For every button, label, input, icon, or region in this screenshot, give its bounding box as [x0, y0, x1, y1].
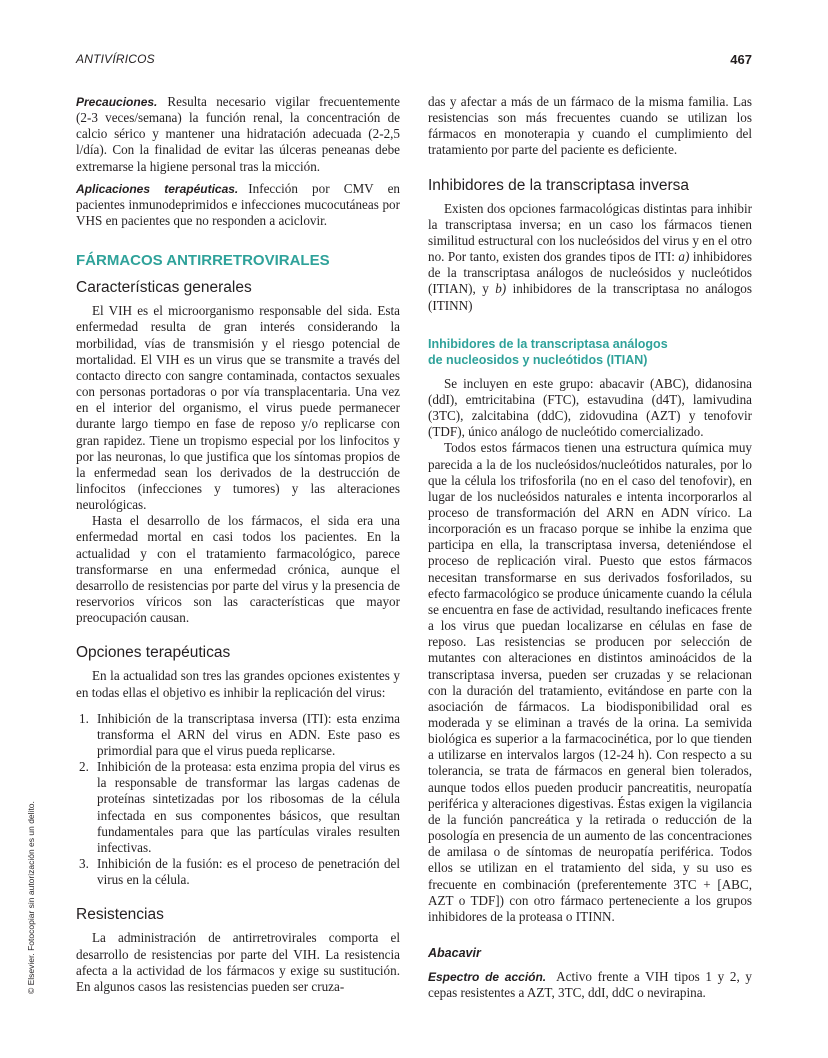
precautions-label: Precauciones. [76, 95, 158, 109]
options-heading: Opciones terapéuticas [76, 644, 231, 662]
resistances-heading: Resistencias [76, 906, 164, 924]
itian-heading-line-1: Inhibidores de la transcriptasa análogos [428, 336, 668, 351]
list-item-text: Inhibición de la fusión: es el proceso de penetración del virus en la célula. [97, 856, 400, 888]
running-header [76, 52, 752, 70]
options-list-item [76, 759, 400, 856]
itian-heading [428, 336, 752, 368]
rt-text-end: inhibidores de la transcriptasa no análogos (ITINN) [428, 281, 752, 313]
marker-a: a) [678, 249, 690, 265]
general-paragraph-2: Hasta el desarrollo de los fármacos, el sida era una enfermedad mortal en casi todos los pacientes. En la actualidad y con el tratamiento farmacológico, parece transformarse en una enfermedad crónica, aunque el desarrollo de resistencias por parte del virus y la presencia de reservorios víricos son las características que mayor preocupación causan. [76, 513, 400, 626]
applications-paragraph [76, 181, 400, 229]
list-number: 3. [79, 856, 89, 872]
itian-heading-line-2: de nucleosidos y nucleótidos (ITIAN) [428, 352, 648, 367]
rt-text-mid: inhibidores de la transcriptasa análogos de nucleósidos y nucleótidos (ITIAN), y [428, 249, 752, 297]
options-list-item [76, 711, 400, 759]
precautions-text: Resulta necesario vigilar frecuentemente (2-3 veces/semana) la función renal, la concentración de calcio sérico y mantener una hidratación adecuada (2-2,5 l/día). Con la finalidad de evitar las úlceras peneanas debe extremarse la higiene personal tras la micción. [76, 94, 400, 174]
general-paragraph-1: El VIH es el microorganismo responsable del sida. Esta enfermedad resulta de gran interés considerando la morbilidad, vías de transmisión y el riesgo potencial de mortalidad. El VIH es un virus que se transmite a través del contacto directo con sangre contaminada, contactos sexuales con personas portadoras o por vía transplacentaria. Una vez en el interior del organismo, el virus puede permanecer durante largo tiempo en fase de reposo y/o replicarse con gran rapidez. Tiene un tropismo especial por los linfocitos y por las neuronas, lo que justifica que los síntomas propios de la enfermedad sean los derivados de la destrucción de linfocitos (infecciones y tumores) y las alteraciones neurológicas. [76, 303, 400, 513]
applications-text: Infección por CMV en pacientes inmunodeprimidos e infecciones mucocutáneas por VHS en pacientes que no responden a aciclovir. [76, 180, 400, 229]
right-column [428, 94, 752, 1001]
section-title: FÁRMACOS ANTIRRETROVIRALES [76, 252, 330, 270]
list-item-text: Inhibición de la transcriptasa inversa (ITI): esta enzima transforma el ARN del virus en ADN. Este paso es primordial para que el virus pueda replicarse. [97, 710, 400, 758]
itian-paragraph-1: Se incluyen en este grupo: abacavir (ABC), didanosina (ddI), emtricitabina (FTC), estavudina (d4T), lamivudina (3TC), zalcitabina (ddC), zidovudina (AZT) y tenofovir (TDF), único análogo de nucleótido comercializado. [428, 375, 752, 440]
marker-b: b) [495, 281, 507, 297]
list-number: 1. [79, 710, 89, 726]
copyright-side-note: © Elsevier. Fotocopiar sin autorización es un delito. [26, 801, 36, 994]
precautions-paragraph [76, 94, 400, 175]
spectrum-label: Espectro de acción. [428, 970, 547, 985]
rt-text-start: Existen dos opciones farmacológicas distintas para inhibir la transcriptasa inversa; en un caso los fármacos tienen similitud estructural con los nucleósidos del virus y en el otro no. Por tanto, existen dos grandes tipos de ITI: [428, 200, 752, 265]
itian-paragraph-2: Todos estos fármacos tienen una estructura química muy parecida a la de los nucleósidos/nucleótidos naturales, por lo que la célula los trifosforila (no en el caso del tenofovir), en lugar de los nucleósidos naturales e intenta incorporarlos al proceso de transformación del ARN en ADN vírico. La incorporación es un fracaso porque se inhibe la enzima que participa en ella, la transcriptasa inversa, deteniéndose el proceso de replicación viral. Puesto que estos fármacos necesitan transformarse en sus derivados fosforilados, su efecto farmacológico se produce únicamente cuando la célula se encuentra en fase de actividad, resultando ineficaces frente a los virus que puedan localizarse en células en fase de reposo. Las resistencias se producen por selección de mutantes con alteraciones en distintos aminoácidos de la transcriptasa inversa, pueden ser cruzadas y se relacionan con la duración del tratamiento, evitándose en parte con la asociación de fármacos. La biodisponibilidad oral es moderada y se eliminan a través de la orina. La semivida biológica es superior a la farmacocinética, por lo que tienden a utilizarse en intervalos largos (12-24 h). Con respecto a su tolerancia, se trata de fármacos en general bien tolerados, aunque todos ellos pueden producir pancreatitis, neuropatía periférica y alteraciones digestivas. Éstas exigen la vigilancia de la función pancreática y la retirada o reducción de la posología en presencia de un aumento de las concentraciones de amilasa o de síntomas de neuropatía periférica. Todos ellos se utilizan en el tratamiento del sida, y su uso es frecuente en combinación (preferentemente 3TC + [ABC, AZT o TDF]) con otro fármaco perteneciente a los grupos inhibidores de la proteasa o ITINN. [428, 440, 752, 924]
list-number: 2. [79, 759, 89, 775]
rt-inhibitors-paragraph [428, 201, 752, 314]
page-number: 467 [730, 52, 752, 67]
options-list-item [76, 856, 400, 888]
applications-label: Aplicaciones terapéuticas. [76, 181, 239, 196]
abacavir-heading: Abacavir [428, 946, 481, 961]
list-item-text: Inhibición de la proteasa: esta enzima propia del virus es la responsable de transformar las largas cadenas de proteínas sintetizadas por los ribosomas de la célula infectada en sus componentes básicos, que resultan fundamentales para que las partículas virales resulten infectivas. [97, 759, 400, 855]
options-list [76, 711, 400, 889]
left-column [76, 94, 400, 995]
resistances-paragraph: La administración de antirretrovirales comporta el desarrollo de resistencias por parte del VIH. La resistencia afecta a la actividad de los fármacos y exige su sustitución. En algunos casos las resistencias pueden ser cruza- [76, 930, 400, 994]
options-intro: En la actualidad son tres las grandes opciones existentes y en todas ellas el objetivo es inhibir la replicación del virus: [76, 668, 400, 700]
general-heading: Características generales [76, 279, 252, 297]
rt-inhibitors-heading: Inhibidores de la transcriptasa inversa [428, 176, 690, 194]
running-head-section: ANTIVÍRICOS [76, 52, 155, 66]
abacavir-spectrum-paragraph [428, 969, 752, 1001]
spectrum-text: Activo frente a VIH tipos 1 y 2, y cepas resistentes a AZT, 3TC, ddI, ddC o nevirapina. [428, 969, 753, 1001]
resistances-continuation: das y afectar a más de un fármaco de la misma familia. Las resistencias son más frecuentes cuando se utilizan los fármacos en monoterapia y cuando el cumplimiento del tratamiento por parte del paciente es deficiente. [428, 94, 752, 158]
